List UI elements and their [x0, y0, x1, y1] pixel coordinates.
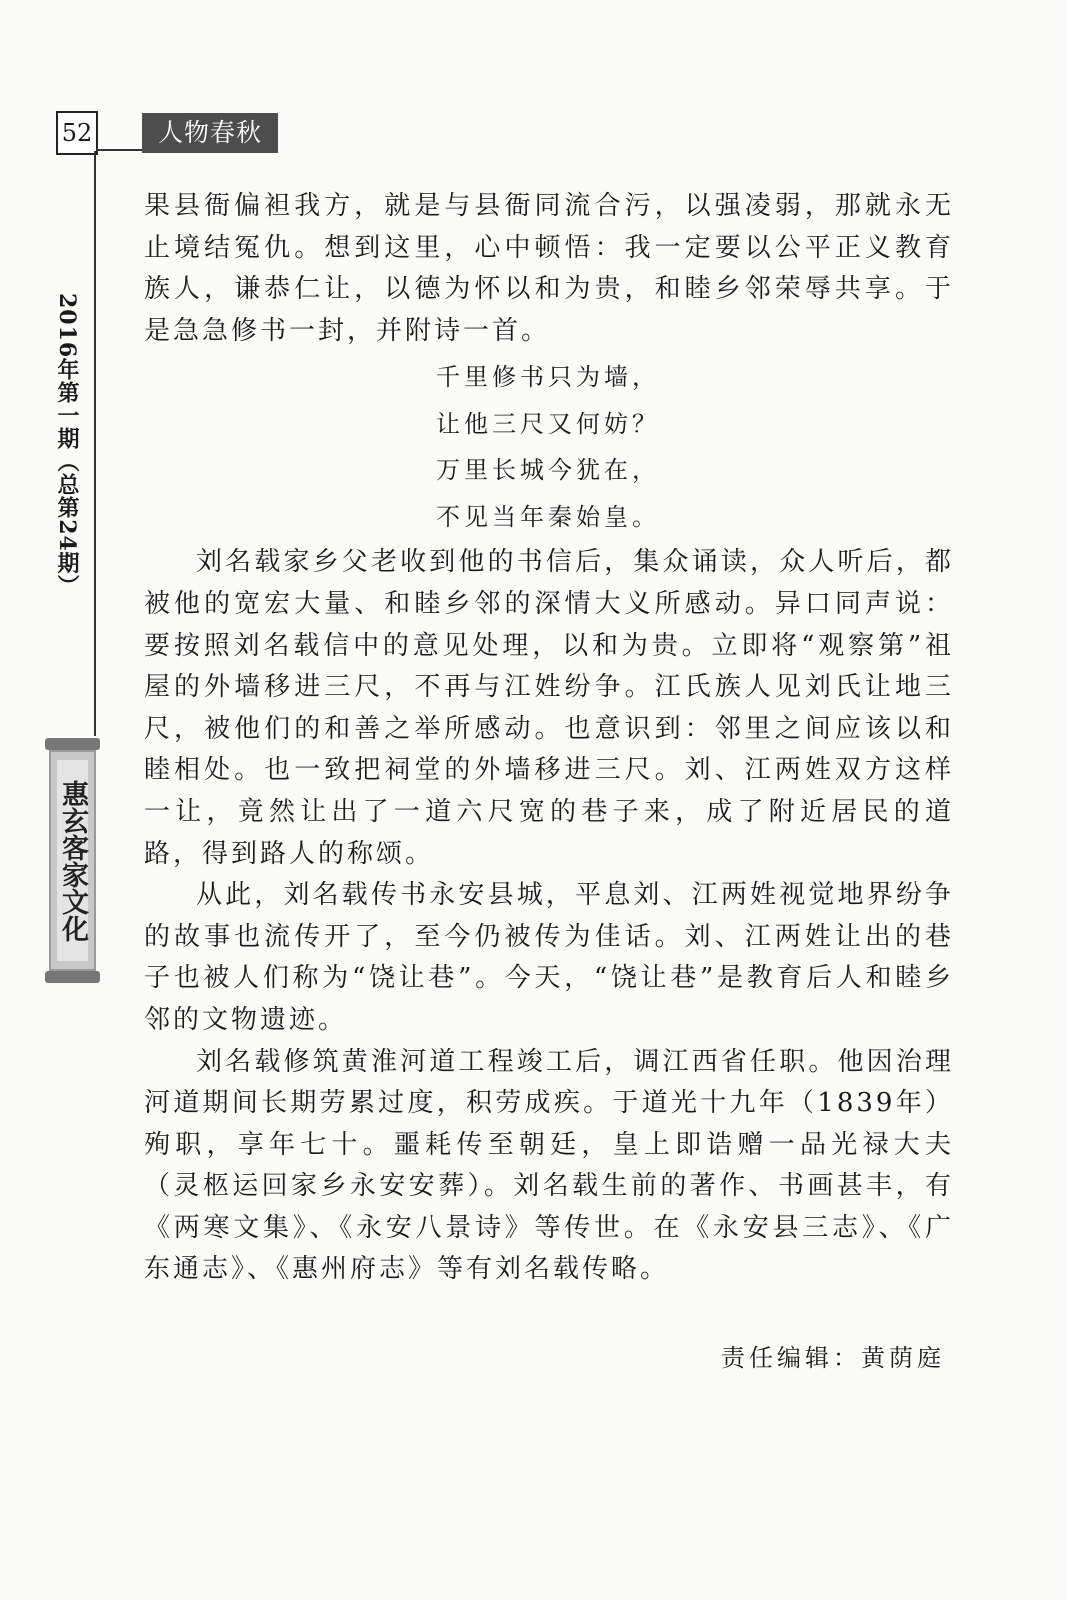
issue-label: 2016年第一期（总第24期）: [54, 293, 80, 598]
margin-rule: [94, 151, 96, 736]
page-number: 52: [56, 111, 98, 155]
paragraph-4: 刘名载修筑黄淮河道工程竣工后，调江西省任职。他因治理河道期间长期劳累过度，积劳成疾。于道光十九年（1839年）殉职，享年七十。噩耗传至朝廷，皇上即诰赠一品光禄大夫（灵柩运回家乡永安安葬）。刘名载生前的著作、书画甚丰，有《两寒文集》、《永安八景诗》等传世。在《永安县三志》、《广东通志》、《惠州府志》等有刘名载传略。: [144, 1046, 954, 1285]
scroll-rod-bottom: [45, 971, 100, 983]
scroll-rod-top: [45, 738, 100, 750]
paragraph-2: 刘名载家乡父老收到他的书信后，集众诵读，众人听后，都被他的宽宏大量、和睦乡邻的深情大义所感动。异口同声说：要按照刘名载信中的意见处理，以和为贵。立即将“观察第”祖屋的外墙移进三尺，不再与江姓纷争。江氏族人见刘氏让地三尺，被他们的和善之举所感动。也意识到：邻里之间应该以和睦相处。也一致把祠堂的外墙移进三尺。刘、江两姓双方这样一让，竟然让出了一道六尺宽的巷子来，成了附近居民的道路，得到路人的称颂。: [144, 547, 954, 869]
scroll-calligraphy: 惠玄客家文化: [57, 760, 88, 961]
editor-credit: 责任编辑：黄荫庭: [721, 1344, 945, 1372]
poem-line-2: 让他三尺又何妨？: [436, 409, 660, 438]
poem-line-1: 千里修书只为墙，: [436, 363, 660, 392]
poem: [144, 352, 954, 542]
paragraph-1: 果县衙偏袒我方，就是与县衙同流合污，以强凌弱，那就永无止境结冤仇。想到这里，心中顿悟：我一定要以公平正义教育族人，谦恭仁让，以德为怀以和为贵，和睦乡邻荣辱共享。于是急急修书一封，并附诗一首。: [144, 191, 954, 346]
section-title: 人物春秋: [142, 113, 278, 153]
poem-line-4: 不见当年秦始皇。: [436, 502, 660, 531]
poem-line-3: 万里长城今犹在，: [436, 456, 660, 485]
scroll-emblem: [45, 738, 100, 983]
paragraph-3: 从此，刘名载传书永安县城，平息刘、江两姓视觉地界纷争的故事也流传开了，至今仍被传为佳话。刘、江两姓让出的巷子也被人们称为“饶让巷”。今天，“饶让巷”是教育后人和睦乡邻的文物遗迹。: [144, 880, 954, 1035]
scroll-panel: [49, 750, 96, 971]
article-body: [144, 186, 954, 1291]
